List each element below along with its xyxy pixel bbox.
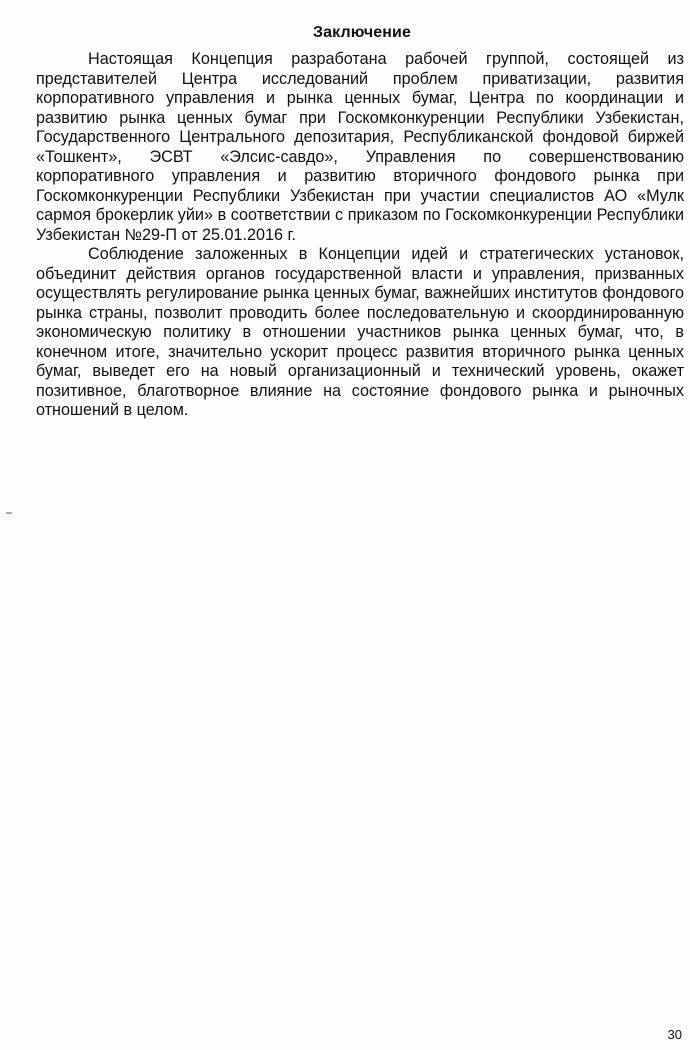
page-number: 30 (667, 1027, 682, 1042)
paragraph-1: Настоящая Концепция разработана рабочей группой, состоящей из представителей Центра исследований проблем приватизации, развития корпоративного управления и рынка ценных бумаг, Центра по координации и развитию рынка ценных бумаг при Госкомконкуренции Республики Узбекистан, Государственного Центрального депозитария, Республиканской фондовой биржей «Тошкент», ЭСВТ «Элсис-савдо», Управления по совершенствованию корпоративного управления и развитию вторичного фондового рынка при Госкомконкуренции Республики Узбекистан при участии специалистов АО «Мулк сармоя брокерлик уйи» в соответствии с приказом по Госкомконкуренции Республики Узбекистан №29-П от 25.01.2016 г. (36, 50, 684, 244)
document-body (36, 50, 684, 421)
page-title: Заключение (313, 24, 411, 41)
paragraph-2: Соблюдение заложенных в Концепции идей и стратегических установок, объединит действия органов государственной власти и управления, призванных осуществлять регулирование рынка ценных бумаг, важнейших институтов фондового рынка страны, позволит проводить более последовательную и скоординированную экономическую политику в отношении участников рынка ценных бумаг, что, в конечном итоге, значительно ускорит процесс развития вторичного рынка ценных бумаг, выведет его на новый организационный и технический уровень, окажет позитивное, благотворное влияние на состояние фондового рынка и рыночных отношений в целом. (36, 245, 684, 419)
scan-artifact (6, 512, 12, 514)
